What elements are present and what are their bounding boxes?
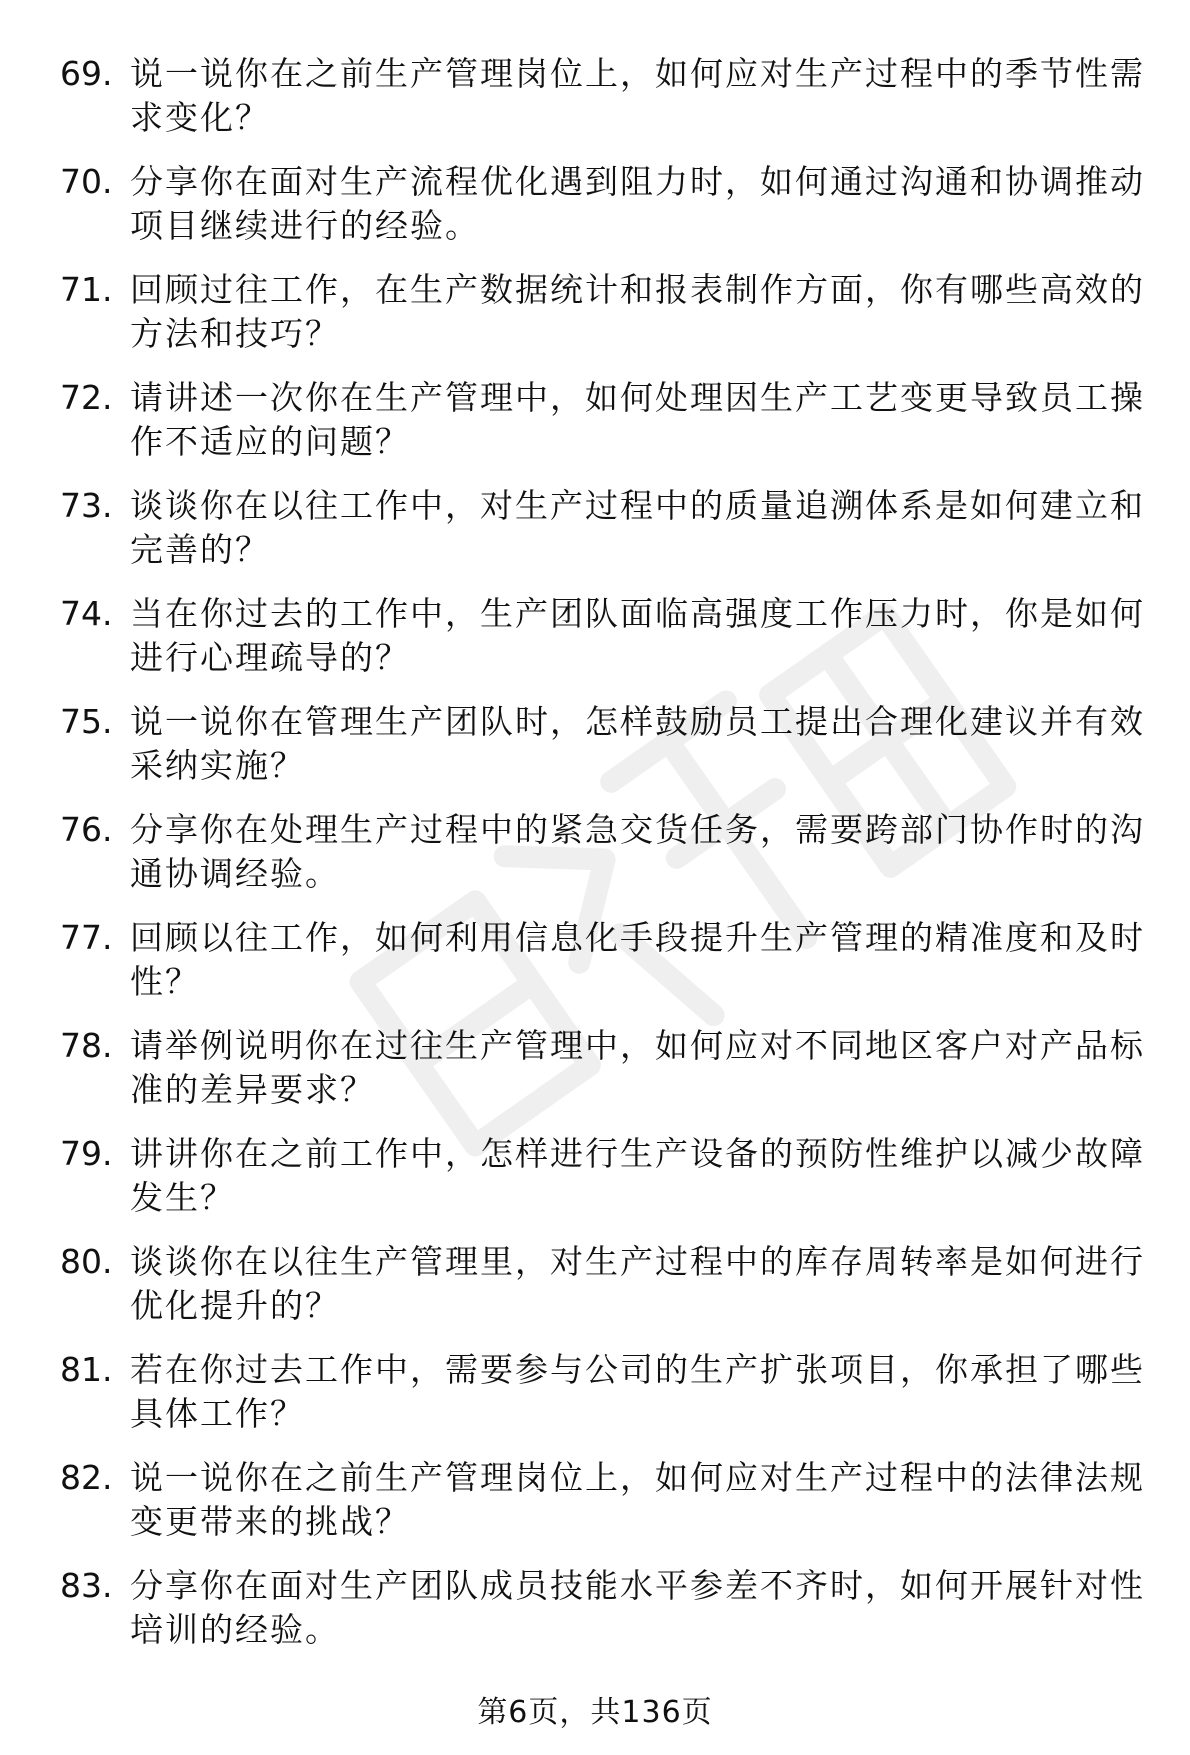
question-list	[0, 52, 1190, 1672]
question-item	[0, 1024, 1190, 1132]
question-item	[0, 376, 1190, 484]
question-text: 回顾过往工作，在生产数据统计和报表制作方面，你有哪些高效的方法和技巧？	[130, 270, 1145, 353]
question-text: 谈谈你在以往工作中，对生产过程中的质量追溯体系是如何建立和完善的？	[130, 486, 1145, 569]
question-item	[0, 160, 1190, 268]
question-text: 谈谈你在以往生产管理里，对生产过程中的库存周转率是如何进行优化提升的？	[130, 1242, 1145, 1325]
question-text: 分享你在面对生产团队成员技能水平参差不齐时，如何开展针对性培训的经验。	[130, 1566, 1145, 1649]
question-item	[0, 52, 1190, 160]
question-item	[0, 1564, 1190, 1672]
question-item	[0, 700, 1190, 808]
page-footer: 第6页，共136页	[477, 1695, 713, 1730]
question-text: 说一说你在管理生产团队时，怎样鼓励员工提出合理化建议并有效采纳实施？	[130, 702, 1145, 785]
question-number: 74.	[60, 594, 113, 633]
question-item	[0, 1456, 1190, 1564]
question-number: 72.	[60, 378, 113, 417]
question-item	[0, 1348, 1190, 1456]
question-item	[0, 1132, 1190, 1240]
question-text: 请讲述一次你在生产管理中，如何处理因生产工艺变更导致员工操作不适应的问题？	[130, 378, 1145, 461]
question-text: 分享你在处理生产过程中的紧急交货任务，需要跨部门协作时的沟通协调经验。	[130, 810, 1145, 893]
question-number: 78.	[60, 1026, 113, 1065]
question-item	[0, 268, 1190, 376]
question-number: 76.	[60, 810, 113, 849]
question-number: 75.	[60, 702, 113, 741]
question-text: 说一说你在之前生产管理岗位上，如何应对生产过程中的法律法规变更带来的挑战？	[130, 1458, 1145, 1541]
question-number: 71.	[60, 270, 113, 309]
question-text: 分享你在面对生产流程优化遇到阻力时，如何通过沟通和协调推动项目继续进行的经验。	[130, 162, 1145, 245]
question-text: 当在你过去的工作中，生产团队面临高强度工作压力时，你是如何进行心理疏导的？	[130, 594, 1145, 677]
question-number: 70.	[60, 162, 113, 201]
question-item	[0, 484, 1190, 592]
question-text: 回顾以往工作，如何利用信息化手段提升生产管理的精准度和及时性？	[130, 918, 1145, 1001]
question-number: 69.	[60, 54, 113, 93]
question-text: 请举例说明你在过往生产管理中，如何应对不同地区客户对产品标准的差异要求？	[130, 1026, 1145, 1109]
question-text: 说一说你在之前生产管理岗位上，如何应对生产过程中的季节性需求变化？	[130, 54, 1145, 137]
question-number: 82.	[60, 1458, 113, 1497]
question-text: 若在你过去工作中，需要参与公司的生产扩张项目，你承担了哪些具体工作？	[130, 1350, 1145, 1433]
question-number: 79.	[60, 1134, 113, 1173]
question-number: 80.	[60, 1242, 113, 1281]
question-item	[0, 916, 1190, 1024]
question-number: 77.	[60, 918, 113, 957]
question-number: 81.	[60, 1350, 113, 1389]
question-text: 讲讲你在之前工作中，怎样进行生产设备的预防性维护以减少故障发生？	[130, 1134, 1145, 1217]
question-item	[0, 1240, 1190, 1348]
question-number: 73.	[60, 486, 113, 525]
question-item	[0, 808, 1190, 916]
question-number: 83.	[60, 1566, 113, 1605]
question-item	[0, 592, 1190, 700]
